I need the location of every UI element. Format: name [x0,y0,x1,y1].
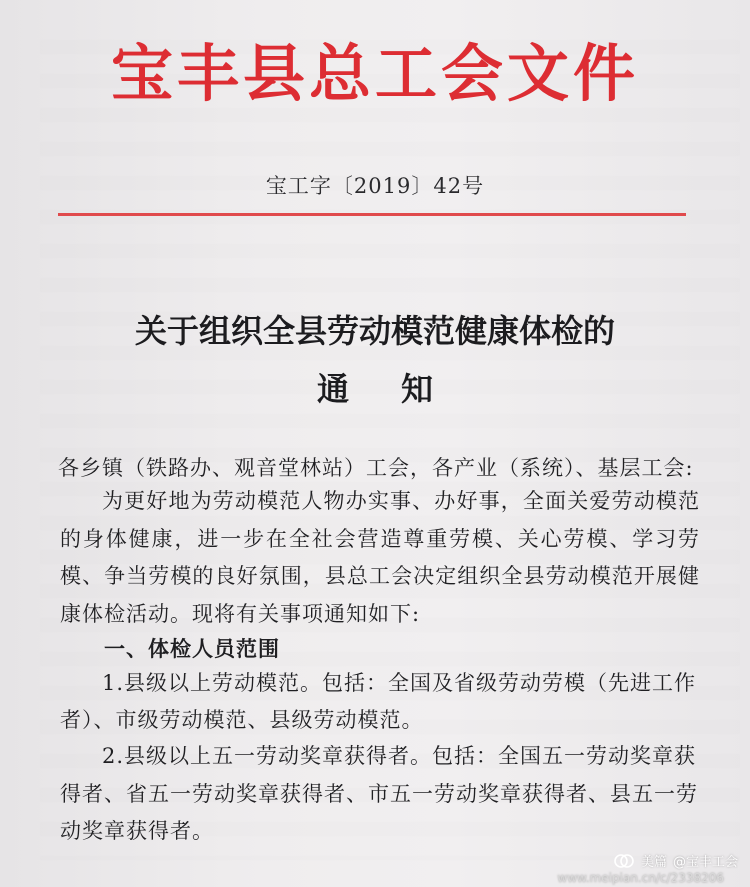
addressee-line: 各乡镇（铁路办、观音堂林站）工会，各产业（系统）、基层工会: [58,456,694,480]
meipian-logo-icon [613,853,635,869]
notice-title-line-1: 关于组织全县劳动模范健康体检的 [134,312,615,350]
intro-paragraph: 为更好地为劳动模范人物办实事、办好事，全面关爱劳动模范的身体健康，进一步在全社会营造尊重劳模、关心劳模、学习劳模、争当劳模的良好氛围，县总工会决定组织全县劳动模范开展健康体检活动。现将有关事项通知如下: [60,489,700,626]
document-number: 宝工字〔2019〕42号 [265,174,485,198]
document-header-title: 宝丰县总工会文件 [110,37,639,110]
red-divider-rule [58,213,686,216]
platform-watermark [557,851,738,885]
watermark-account: @宝丰工会 [672,855,738,870]
list-item-county-model-workers: 1.县级以上劳动模范。包括：全国及省级劳动劳模（先进工作者）、市级劳动模范、县级劳动模范。 [60,671,697,732]
list-item-may-day-medal-winners: 2.县级以上五一劳动奖章获得者。包括：全国五一劳动奖章获得者、省五一劳动奖章获得者、市五一劳动奖章获得者、县五一劳动奖章获得者。 [60,744,698,843]
notice-title-line-2: 通知 [316,370,485,408]
watermark-url: www.meipian.cn/c/2338206 [557,871,724,885]
section-heading-personnel-scope: 一、体检人员范围 [104,636,280,661]
watermark-app-name: 美篇 [640,855,667,870]
